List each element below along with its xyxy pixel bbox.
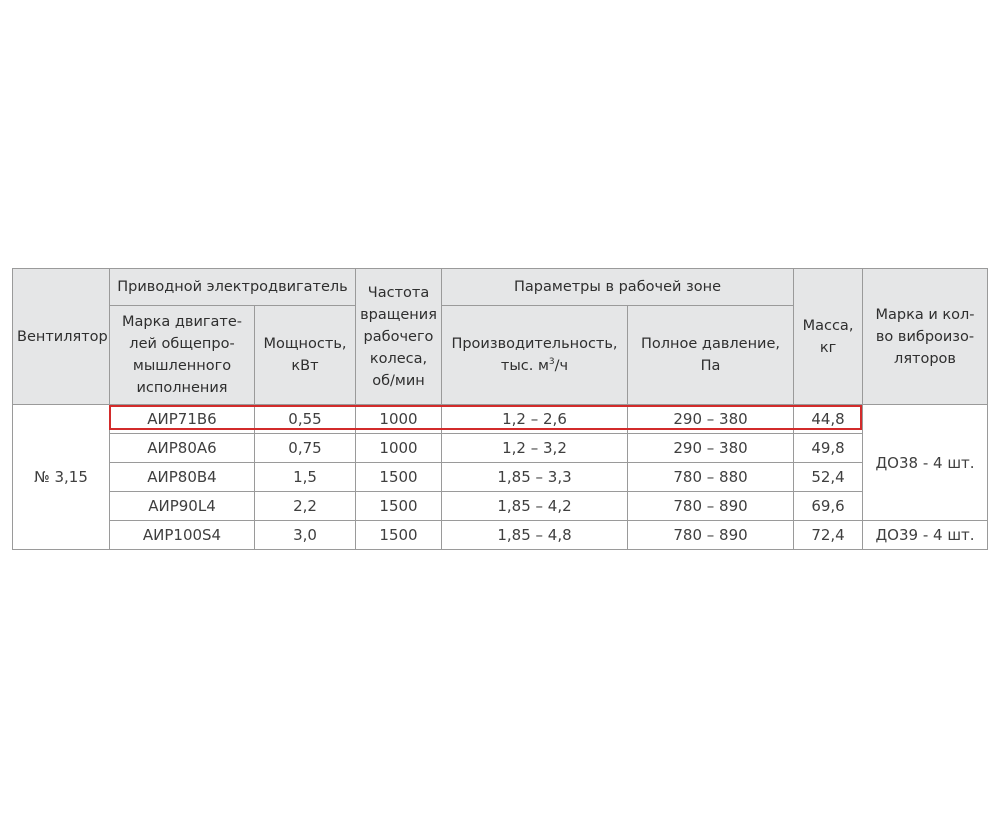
isolators-cell: ДО38 - 4 шт. [863,405,988,521]
speed-cell: 1500 [356,521,442,550]
header-work-zone-params: Параметры в рабочей зоне [442,269,794,306]
table-row [13,521,988,550]
pressure-cell: 780 – 880 [628,463,794,492]
header-mass: Масса, кг [794,269,863,405]
capacity-cell: 1,85 – 3,3 [442,463,628,492]
speed-cell: 1500 [356,492,442,521]
motor-cell: АИР100S4 [110,521,255,550]
header-capacity-unit-sup: 3 [548,357,555,368]
header-pressure: Полное давление, Па [628,306,794,405]
speed-cell: 1000 [356,405,442,434]
table-row [13,492,988,521]
power-cell: 3,0 [255,521,356,550]
mass-cell: 49,8 [794,434,863,463]
header-capacity-unit-suffix: /ч [554,358,569,374]
capacity-cell: 1,85 – 4,8 [442,521,628,550]
header-power: Мощность, кВт [255,306,356,405]
power-cell: 1,5 [255,463,356,492]
speed-cell: 1000 [356,434,442,463]
table-row [13,434,988,463]
header-rotation-speed: Частота вращения рабочего колеса, об/мин [356,269,442,405]
power-cell: 0,55 [255,405,356,434]
capacity-cell: 1,85 – 4,2 [442,492,628,521]
power-cell: 2,2 [255,492,356,521]
header-fan: Вентилятор [13,269,110,405]
header-capacity-main: Производительность, [451,336,618,352]
motor-cell: АИР90L4 [110,492,255,521]
motor-cell: АИР80А6 [110,434,255,463]
table-row [13,405,988,434]
fan-model-cell: № 3,15 [13,405,110,550]
pressure-cell: 780 – 890 [628,521,794,550]
pressure-cell: 290 – 380 [628,405,794,434]
capacity-cell: 1,2 – 3,2 [442,434,628,463]
header-capacity [442,306,628,405]
mass-cell: 69,6 [794,492,863,521]
table-row [13,463,988,492]
isolators-cell: ДО39 - 4 шт. [863,521,988,550]
mass-cell: 44,8 [794,405,863,434]
mass-cell: 52,4 [794,463,863,492]
motor-cell: АИР71В6 [110,405,255,434]
motor-cell: АИР80В4 [110,463,255,492]
capacity-cell: 1,2 – 2,6 [442,405,628,434]
header-drive-motor: Приводной электродвигатель [110,269,356,306]
header-isolators: Марка и кол-во виброизо-ляторов [863,269,988,405]
pressure-cell: 780 – 890 [628,492,794,521]
speed-cell: 1500 [356,463,442,492]
fan-spec-table [12,268,988,550]
header-motor-brand: Марка двигате-лей общепро-мышленного исполнения [110,306,255,405]
header-capacity-unit-prefix: тыс. м [500,358,549,374]
power-cell: 0,75 [255,434,356,463]
mass-cell: 72,4 [794,521,863,550]
pressure-cell: 290 – 380 [628,434,794,463]
